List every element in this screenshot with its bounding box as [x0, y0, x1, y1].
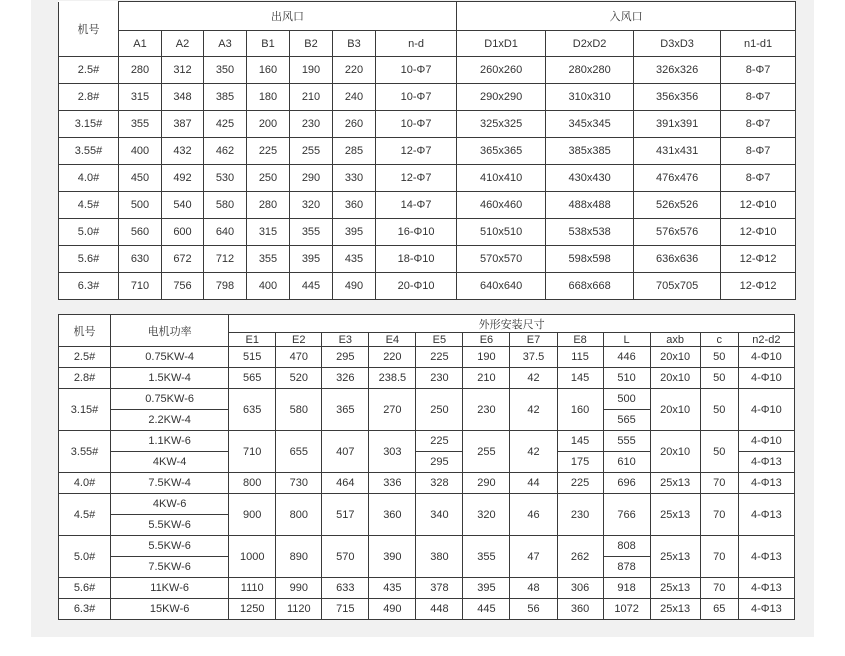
data-cell: 25x13 [650, 536, 700, 578]
col-header: B2 [290, 31, 333, 57]
data-cell: 50 [700, 389, 738, 431]
data-cell: 510 [603, 368, 650, 389]
data-cell: 270 [369, 389, 416, 431]
data-cell: 303 [369, 431, 416, 473]
power-cell: 0.75KW-6 [111, 389, 229, 410]
data-cell: 365 [322, 389, 369, 431]
data-cell: 145 [557, 431, 603, 452]
col-header: E5 [416, 333, 463, 347]
data-cell: 355 [290, 219, 333, 246]
data-cell: 464 [322, 473, 369, 494]
table1-body [59, 57, 796, 300]
data-cell: 220 [369, 347, 416, 368]
data-cell: 50 [700, 347, 738, 368]
data-cell: 56 [510, 599, 557, 620]
table-row [59, 246, 796, 273]
data-cell: 312 [162, 57, 204, 84]
model-cell: 6.3# [59, 599, 111, 620]
data-cell: 250 [247, 165, 290, 192]
data-cell: 336 [369, 473, 416, 494]
col-header: D1xD1 [457, 31, 546, 57]
data-cell: 225 [416, 431, 463, 452]
data-cell: 175 [557, 452, 603, 473]
data-cell: 766 [603, 494, 650, 536]
table-row [59, 84, 796, 111]
data-cell: 160 [247, 57, 290, 84]
data-cell: 808 [603, 536, 650, 557]
table-row [59, 192, 796, 219]
data-cell: 326 [322, 368, 369, 389]
data-cell: 10-Φ7 [376, 84, 457, 111]
data-cell: 450 [119, 165, 162, 192]
power-cell: 7.5KW-6 [111, 557, 229, 578]
table-row [59, 273, 796, 300]
data-cell: 200 [247, 111, 290, 138]
data-cell: 230 [416, 368, 463, 389]
model-cell: 5.6# [59, 246, 119, 273]
data-cell: 470 [276, 347, 322, 368]
model-cell: 2.8# [59, 84, 119, 111]
data-cell: 220 [333, 57, 376, 84]
data-cell: 280 [119, 57, 162, 84]
table-row [59, 347, 795, 368]
data-cell: 47 [510, 536, 557, 578]
col-header: axb [650, 333, 700, 347]
data-cell: 538x538 [546, 219, 634, 246]
data-cell: 4-Φ10 [738, 347, 794, 368]
table-row [59, 165, 796, 192]
data-cell: 630 [119, 246, 162, 273]
data-cell: 25x13 [650, 494, 700, 536]
model-cell: 3.55# [59, 431, 111, 473]
model-cell: 4.5# [59, 494, 111, 536]
power-cell: 7.5KW-4 [111, 473, 229, 494]
data-cell: 576x576 [634, 219, 721, 246]
table-row [59, 599, 795, 620]
header-model: 机号 [59, 315, 111, 347]
data-cell: 255 [290, 138, 333, 165]
data-cell: 12-Φ12 [721, 273, 796, 300]
data-cell: 190 [290, 57, 333, 84]
data-cell: 50 [700, 368, 738, 389]
power-cell: 1.1KW-6 [111, 431, 229, 452]
col-header: E7 [510, 333, 557, 347]
data-cell: 800 [276, 494, 322, 536]
data-cell: 385x385 [546, 138, 634, 165]
power-cell: 0.75KW-4 [111, 347, 229, 368]
data-cell: 25x13 [650, 578, 700, 599]
data-cell: 756 [162, 273, 204, 300]
data-cell: 378 [416, 578, 463, 599]
col-header: B1 [247, 31, 290, 57]
data-cell: 730 [276, 473, 322, 494]
power-cell: 4KW-6 [111, 494, 229, 515]
data-cell: 145 [557, 368, 603, 389]
data-cell: 565 [229, 368, 276, 389]
model-cell: 4.5# [59, 192, 119, 219]
model-cell: 5.0# [59, 219, 119, 246]
motor-install-dimension-table [58, 314, 795, 620]
data-cell: 8-Φ7 [721, 111, 796, 138]
data-cell: 115 [557, 347, 603, 368]
data-cell: 365x365 [457, 138, 546, 165]
data-cell: 70 [700, 473, 738, 494]
col-header: D2xD2 [546, 31, 634, 57]
data-cell: 360 [333, 192, 376, 219]
data-cell: 380 [416, 536, 463, 578]
data-cell: 460x460 [457, 192, 546, 219]
data-cell: 12-Φ7 [376, 138, 457, 165]
col-header: A2 [162, 31, 204, 57]
data-cell: 4-Φ13 [738, 494, 794, 536]
data-cell: 560 [119, 219, 162, 246]
data-cell: 46 [510, 494, 557, 536]
power-cell: 2.2KW-4 [111, 410, 229, 431]
data-cell: 640 [204, 219, 247, 246]
model-cell: 6.3# [59, 273, 119, 300]
data-cell: 325x325 [457, 111, 546, 138]
data-cell: 190 [463, 347, 510, 368]
data-cell: 315 [247, 219, 290, 246]
data-cell: 326x326 [634, 57, 721, 84]
power-cell: 4KW-4 [111, 452, 229, 473]
data-cell: 4-Φ13 [738, 452, 794, 473]
data-cell: 4-Φ10 [738, 389, 794, 431]
data-cell: 570x570 [457, 246, 546, 273]
data-cell: 633 [322, 578, 369, 599]
table-row [59, 368, 795, 389]
data-cell: 990 [276, 578, 322, 599]
data-cell: 430x430 [546, 165, 634, 192]
data-cell: 798 [204, 273, 247, 300]
data-cell: 14-Φ7 [376, 192, 457, 219]
data-cell: 315 [119, 84, 162, 111]
data-cell: 800 [229, 473, 276, 494]
data-cell: 425 [204, 111, 247, 138]
power-cell: 15KW-6 [111, 599, 229, 620]
data-cell: 462 [204, 138, 247, 165]
data-cell: 636x636 [634, 246, 721, 273]
table-row [59, 536, 795, 557]
model-cell: 4.0# [59, 473, 111, 494]
data-cell: 385 [204, 84, 247, 111]
col-header: A1 [119, 31, 162, 57]
data-cell: 540 [162, 192, 204, 219]
data-cell: 310x310 [546, 84, 634, 111]
data-cell: 390 [369, 536, 416, 578]
data-cell: 4-Φ13 [738, 599, 794, 620]
header-inlet: 入风口 [457, 2, 796, 31]
data-cell: 1072 [603, 599, 650, 620]
data-cell: 250 [416, 389, 463, 431]
data-cell: 492 [162, 165, 204, 192]
data-cell: 435 [369, 578, 416, 599]
data-cell: 1000 [229, 536, 276, 578]
data-cell: 500 [119, 192, 162, 219]
data-cell: 488x488 [546, 192, 634, 219]
data-cell: 70 [700, 494, 738, 536]
data-cell: 16-Φ10 [376, 219, 457, 246]
data-cell: 395 [290, 246, 333, 273]
col-header: L [603, 333, 650, 347]
data-cell: 262 [557, 536, 603, 578]
table-row [59, 431, 795, 452]
data-cell: 432 [162, 138, 204, 165]
data-cell: 295 [322, 347, 369, 368]
data-cell: 517 [322, 494, 369, 536]
data-cell: 240 [333, 84, 376, 111]
data-cell: 210 [290, 84, 333, 111]
data-cell: 20x10 [650, 347, 700, 368]
data-cell: 330 [333, 165, 376, 192]
data-cell: 65 [700, 599, 738, 620]
data-cell: 12-Φ12 [721, 246, 796, 273]
data-cell: 290 [463, 473, 510, 494]
model-cell: 2.8# [59, 368, 111, 389]
data-cell: 238.5 [369, 368, 416, 389]
col-header: D3xD3 [634, 31, 721, 57]
data-cell: 8-Φ7 [721, 57, 796, 84]
outlet-inlet-dimension-table [58, 1, 796, 300]
data-cell: 328 [416, 473, 463, 494]
col-header: E2 [276, 333, 322, 347]
data-cell: 445 [290, 273, 333, 300]
data-cell: 355 [463, 536, 510, 578]
data-cell: 598x598 [546, 246, 634, 273]
data-cell: 20x10 [650, 368, 700, 389]
data-cell: 4-Φ10 [738, 368, 794, 389]
data-cell: 70 [700, 536, 738, 578]
data-cell: 391x391 [634, 111, 721, 138]
data-cell: 600 [162, 219, 204, 246]
data-cell: 160 [557, 389, 603, 431]
data-cell: 48 [510, 578, 557, 599]
data-cell: 500 [603, 389, 650, 410]
data-cell: 555 [603, 431, 650, 452]
data-cell: 360 [557, 599, 603, 620]
col-header: A3 [204, 31, 247, 57]
col-header: n2-d2 [738, 333, 794, 347]
model-cell: 3.15# [59, 111, 119, 138]
data-cell: 12-Φ10 [721, 192, 796, 219]
data-cell: 42 [510, 431, 557, 473]
data-cell: 12-Φ7 [376, 165, 457, 192]
data-cell: 387 [162, 111, 204, 138]
data-cell: 8-Φ7 [721, 165, 796, 192]
data-cell: 8-Φ7 [721, 84, 796, 111]
data-cell: 530 [204, 165, 247, 192]
data-cell: 348 [162, 84, 204, 111]
header-outlet: 出风口 [119, 2, 457, 31]
data-cell: 672 [162, 246, 204, 273]
data-cell: 476x476 [634, 165, 721, 192]
data-cell: 890 [276, 536, 322, 578]
data-cell: 400 [119, 138, 162, 165]
data-cell: 900 [229, 494, 276, 536]
model-cell: 3.55# [59, 138, 119, 165]
data-cell: 4-Φ13 [738, 473, 794, 494]
power-cell: 5.5KW-6 [111, 536, 229, 557]
data-cell: 1120 [276, 599, 322, 620]
data-cell: 410x410 [457, 165, 546, 192]
data-cell: 340 [416, 494, 463, 536]
data-cell: 12-Φ10 [721, 219, 796, 246]
data-cell: 355 [119, 111, 162, 138]
data-cell: 180 [247, 84, 290, 111]
data-cell: 712 [204, 246, 247, 273]
data-cell: 655 [276, 431, 322, 473]
col-header: E3 [322, 333, 369, 347]
data-cell: 696 [603, 473, 650, 494]
data-cell: 290 [290, 165, 333, 192]
data-cell: 580 [276, 389, 322, 431]
power-cell: 11KW-6 [111, 578, 229, 599]
data-cell: 435 [333, 246, 376, 273]
model-cell: 2.5# [59, 347, 111, 368]
power-cell: 5.5KW-6 [111, 515, 229, 536]
data-cell: 25x13 [650, 473, 700, 494]
data-cell: 10-Φ7 [376, 111, 457, 138]
data-cell: 42 [510, 389, 557, 431]
data-cell: 878 [603, 557, 650, 578]
data-cell: 445 [463, 599, 510, 620]
col-header: E8 [557, 333, 603, 347]
table-row [59, 219, 796, 246]
data-cell: 431x431 [634, 138, 721, 165]
model-cell: 2.5# [59, 57, 119, 84]
data-cell: 565 [603, 410, 650, 431]
data-cell: 20x10 [650, 431, 700, 473]
data-cell: 20x10 [650, 389, 700, 431]
data-cell: 4-Φ13 [738, 536, 794, 578]
data-cell: 306 [557, 578, 603, 599]
data-cell: 395 [463, 578, 510, 599]
data-cell: 20-Φ10 [376, 273, 457, 300]
data-cell: 225 [247, 138, 290, 165]
data-cell: 260x260 [457, 57, 546, 84]
data-cell: 356x356 [634, 84, 721, 111]
data-cell: 400 [247, 273, 290, 300]
data-cell: 260 [333, 111, 376, 138]
data-cell: 407 [322, 431, 369, 473]
data-cell: 515 [229, 347, 276, 368]
data-cell: 225 [557, 473, 603, 494]
table-row [59, 494, 795, 515]
data-cell: 255 [463, 431, 510, 473]
col-header: n1-d1 [721, 31, 796, 57]
table-row [59, 138, 796, 165]
data-cell: 230 [290, 111, 333, 138]
col-header: B3 [333, 31, 376, 57]
data-cell: 395 [333, 219, 376, 246]
model-cell: 4.0# [59, 165, 119, 192]
data-cell: 510x510 [457, 219, 546, 246]
data-cell: 18-Φ10 [376, 246, 457, 273]
model-cell: 3.15# [59, 389, 111, 431]
header-install-dimensions: 外形安装尺寸 [229, 315, 795, 333]
data-cell: 635 [229, 389, 276, 431]
data-cell: 4-Φ13 [738, 578, 794, 599]
data-cell: 50 [700, 431, 738, 473]
data-cell: 320 [463, 494, 510, 536]
data-cell: 705x705 [634, 273, 721, 300]
data-cell: 640x640 [457, 273, 546, 300]
data-cell: 4-Φ10 [738, 431, 794, 452]
data-cell: 526x526 [634, 192, 721, 219]
header-motor-power: 电机功率 [111, 315, 229, 347]
data-cell: 8-Φ7 [721, 138, 796, 165]
data-cell: 710 [229, 431, 276, 473]
data-cell: 225 [416, 347, 463, 368]
col-header: E4 [369, 333, 416, 347]
data-cell: 448 [416, 599, 463, 620]
data-cell: 295 [416, 452, 463, 473]
data-cell: 520 [276, 368, 322, 389]
power-cell: 1.5KW-4 [111, 368, 229, 389]
data-cell: 285 [333, 138, 376, 165]
table-row [59, 578, 795, 599]
table-row [59, 389, 795, 410]
data-cell: 710 [119, 273, 162, 300]
model-cell: 5.6# [59, 578, 111, 599]
data-cell: 280x280 [546, 57, 634, 84]
data-cell: 1250 [229, 599, 276, 620]
data-cell: 230 [557, 494, 603, 536]
data-cell: 355 [247, 246, 290, 273]
data-cell: 918 [603, 578, 650, 599]
data-cell: 25x13 [650, 599, 700, 620]
data-cell: 42 [510, 368, 557, 389]
data-cell: 10-Φ7 [376, 57, 457, 84]
col-header: E1 [229, 333, 276, 347]
data-cell: 37.5 [510, 347, 557, 368]
data-cell: 345x345 [546, 111, 634, 138]
col-header: E6 [463, 333, 510, 347]
data-cell: 280 [247, 192, 290, 219]
table-row [59, 57, 796, 84]
data-cell: 350 [204, 57, 247, 84]
data-cell: 290x290 [457, 84, 546, 111]
data-cell: 320 [290, 192, 333, 219]
data-cell: 230 [463, 389, 510, 431]
data-cell: 580 [204, 192, 247, 219]
data-cell: 715 [322, 599, 369, 620]
data-cell: 610 [603, 452, 650, 473]
data-cell: 360 [369, 494, 416, 536]
data-cell: 1110 [229, 578, 276, 599]
col-header: n-d [376, 31, 457, 57]
table-row [59, 473, 795, 494]
data-cell: 490 [369, 599, 416, 620]
data-cell: 44 [510, 473, 557, 494]
header-model: 机号 [59, 2, 119, 57]
col-header: c [700, 333, 738, 347]
table-row [59, 111, 796, 138]
data-cell: 446 [603, 347, 650, 368]
data-cell: 570 [322, 536, 369, 578]
data-cell: 490 [333, 273, 376, 300]
data-cell: 210 [463, 368, 510, 389]
model-cell: 5.0# [59, 536, 111, 578]
data-cell: 668x668 [546, 273, 634, 300]
data-cell: 70 [700, 578, 738, 599]
